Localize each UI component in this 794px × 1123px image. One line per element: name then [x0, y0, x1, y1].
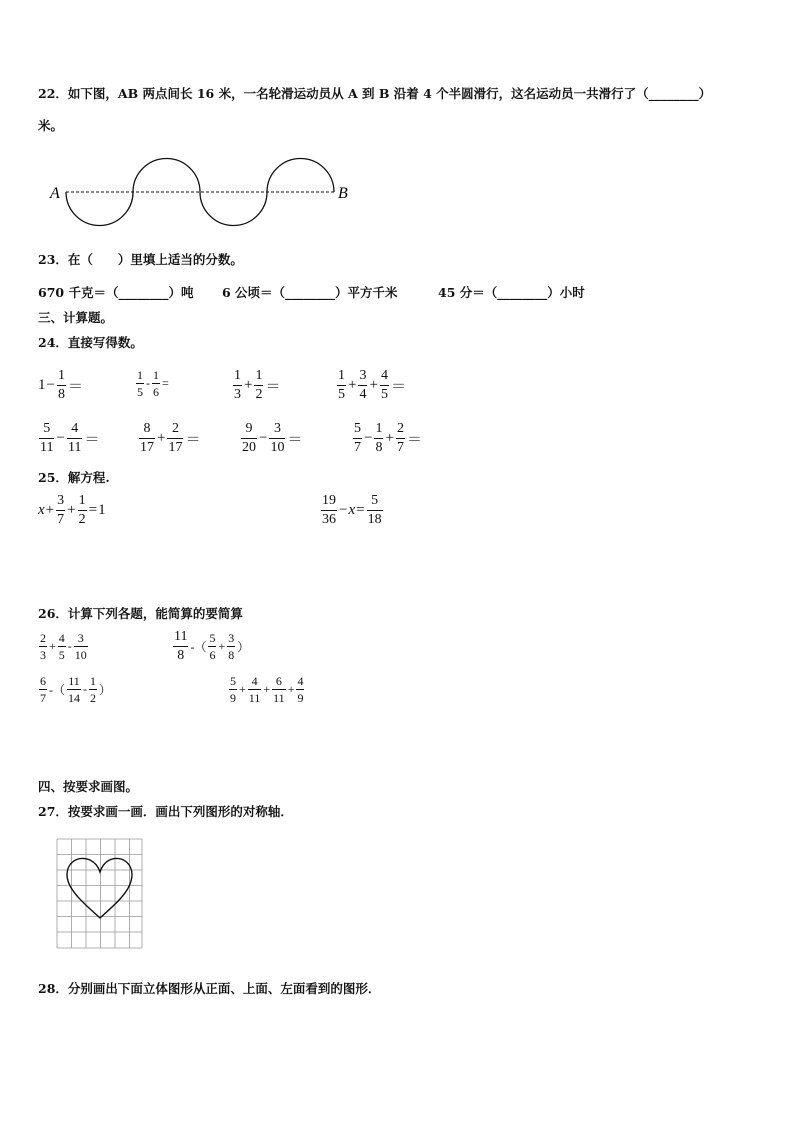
fraction: $\frac{1}{8}$ [57, 368, 65, 402]
grid-lines [57, 839, 142, 948]
q24-expr-7: $\frac{9}{20}$ − $\frac{3}{10}$ ＝ [242, 421, 303, 455]
fraction: $\frac{4}{11}$ [248, 674, 261, 705]
fraction: $\frac{3}{10}$ [74, 631, 87, 662]
q23-item-1: 670 千克＝（________）吨 [38, 285, 194, 300]
fraction: $\frac{6}{11}$ [273, 674, 285, 705]
fraction: $\frac{1}{6}$ [153, 368, 159, 399]
q22-text: 22．如下图，AB 两点间长 16 米，一名轮滑运动员从 A 到 B 沿着 4 个半圆滑行，这名运动员一共滑行了（________） [38, 86, 712, 101]
fraction: $\frac{1}{2}$ [255, 368, 263, 402]
fraction: $\frac{11}{8}$ [174, 629, 188, 663]
q24-expr-5: $\frac{5}{11}$ − $\frac{4}{11}$ ＝ [40, 421, 100, 455]
fraction: $\frac{5}{7}$ [354, 421, 361, 455]
fraction: $\frac{9}{20}$ [242, 421, 256, 455]
q24-expr-1: 1 − $\frac{1}{8}$ ＝ [38, 368, 83, 402]
fraction: $\frac{19}{36}$ [322, 493, 336, 527]
fraction: $\frac{5}{18}$ [367, 493, 382, 527]
q24-expr-3: $\frac{1}{3}$ + $\frac{1}{2}$ ＝ [234, 368, 281, 402]
q26-problem-3: $\frac{6}{7}$ -（ $\frac{11}{14}$ - $\frac{1}{2}$ ） [40, 674, 112, 705]
fraction: $\frac{4}{9}$ [297, 674, 304, 705]
fraction: $\frac{11}{14}$ [68, 674, 80, 705]
q28-text: 28．分别画出下面立体图形从正面、上面、左面看到的图形． [38, 981, 381, 996]
fraction: $\frac{1}{8}$ [375, 421, 383, 455]
fraction: $\frac{5}{9}$ [230, 674, 236, 705]
q26-problem-4: $\frac{5}{9}$ + $\frac{4}{11}$ + $\frac{6}{11}$ + $\frac{4}{9}$ [230, 674, 304, 705]
q22-text-2: 米。 [38, 118, 64, 133]
q25-equation-2: $\frac{19}{36}$ − x = $\frac{5}{18}$ [322, 493, 382, 527]
fraction: $\frac{8}{17}$ [140, 421, 154, 455]
q26-problem-2: $\frac{11}{8}$ -（ $\frac{5}{6}$ + $\frac{3}{8}$ ） [174, 629, 250, 663]
semicircle-path-figure [40, 150, 360, 230]
heart-grid-figure [56, 838, 144, 950]
fraction: $\frac{2}{17}$ [168, 421, 183, 455]
q27-text: 27．按要求画一画．画出下列图形的对称轴． [38, 804, 293, 819]
fraction: $\frac{1}{2}$ [90, 674, 96, 705]
fraction: $\frac{5}{6}$ [209, 631, 216, 662]
fraction: $\frac{1}{3}$ [234, 368, 241, 402]
section-3-heading: 三、计算题。 [38, 310, 114, 325]
q23-item-3: 45 分＝（________）小时 [438, 285, 585, 300]
fraction: $\frac{6}{7}$ [40, 674, 46, 705]
fraction: $\frac{4}{5}$ [380, 368, 388, 402]
fraction: $\frac{1}{5}$ [137, 368, 143, 399]
fraction: $\frac{4}{11}$ [67, 421, 82, 455]
section-4-heading: 四、按要求画图。 [38, 779, 139, 794]
q24-expr-6: $\frac{8}{17}$ + $\frac{2}{17}$ ＝ [140, 421, 201, 455]
fraction: $\frac{3}{8}$ [228, 631, 235, 662]
fraction: $\frac{1}{5}$ [338, 368, 345, 402]
fraction: $\frac{3}{10}$ [270, 421, 285, 455]
fraction: $\frac{4}{5}$ [58, 631, 65, 662]
q25-equation-1: x + $\frac{3}{7}$ + $\frac{1}{2}$ = 1 [38, 493, 106, 527]
whole-number: 1 [38, 377, 46, 393]
q24-title: 24．直接写得数。 [38, 335, 143, 350]
q23-item-2: 6 公顷＝（________）平方千米 [222, 285, 398, 300]
fraction: $\frac{3}{4}$ [359, 368, 367, 402]
point-b-label: B [338, 185, 348, 202]
q25-title: 25．解方程. [38, 470, 110, 485]
fraction: $\frac{3}{7}$ [57, 493, 65, 527]
fraction: $\frac{5}{11}$ [40, 421, 54, 455]
fraction: $\frac{2}{7}$ [396, 421, 404, 455]
q23-text: 23．在（ ）里填上适当的分数。 [38, 252, 243, 267]
heart-shape [67, 858, 132, 918]
fraction: $\frac{2}{3}$ [40, 631, 46, 662]
q24-expr-4: $\frac{1}{5}$ + $\frac{3}{4}$ + $\frac{4}{5}$ ＝ [338, 368, 406, 402]
q24-expr-8: $\frac{5}{7}$ − $\frac{1}{8}$ + $\frac{2}{7}$ ＝ [354, 421, 422, 455]
point-a-label: A [50, 185, 60, 202]
fraction: $\frac{1}{2}$ [78, 493, 86, 527]
q24-expr-2: $\frac{1}{5}$ - $\frac{1}{6}$ = [137, 368, 169, 399]
q26-problem-1: $\frac{2}{3}$ + $\frac{4}{5}$ - $\frac{3}{10}$ [40, 631, 87, 662]
q26-title: 26．计算下列各题，能简算的要简算 [38, 606, 243, 621]
